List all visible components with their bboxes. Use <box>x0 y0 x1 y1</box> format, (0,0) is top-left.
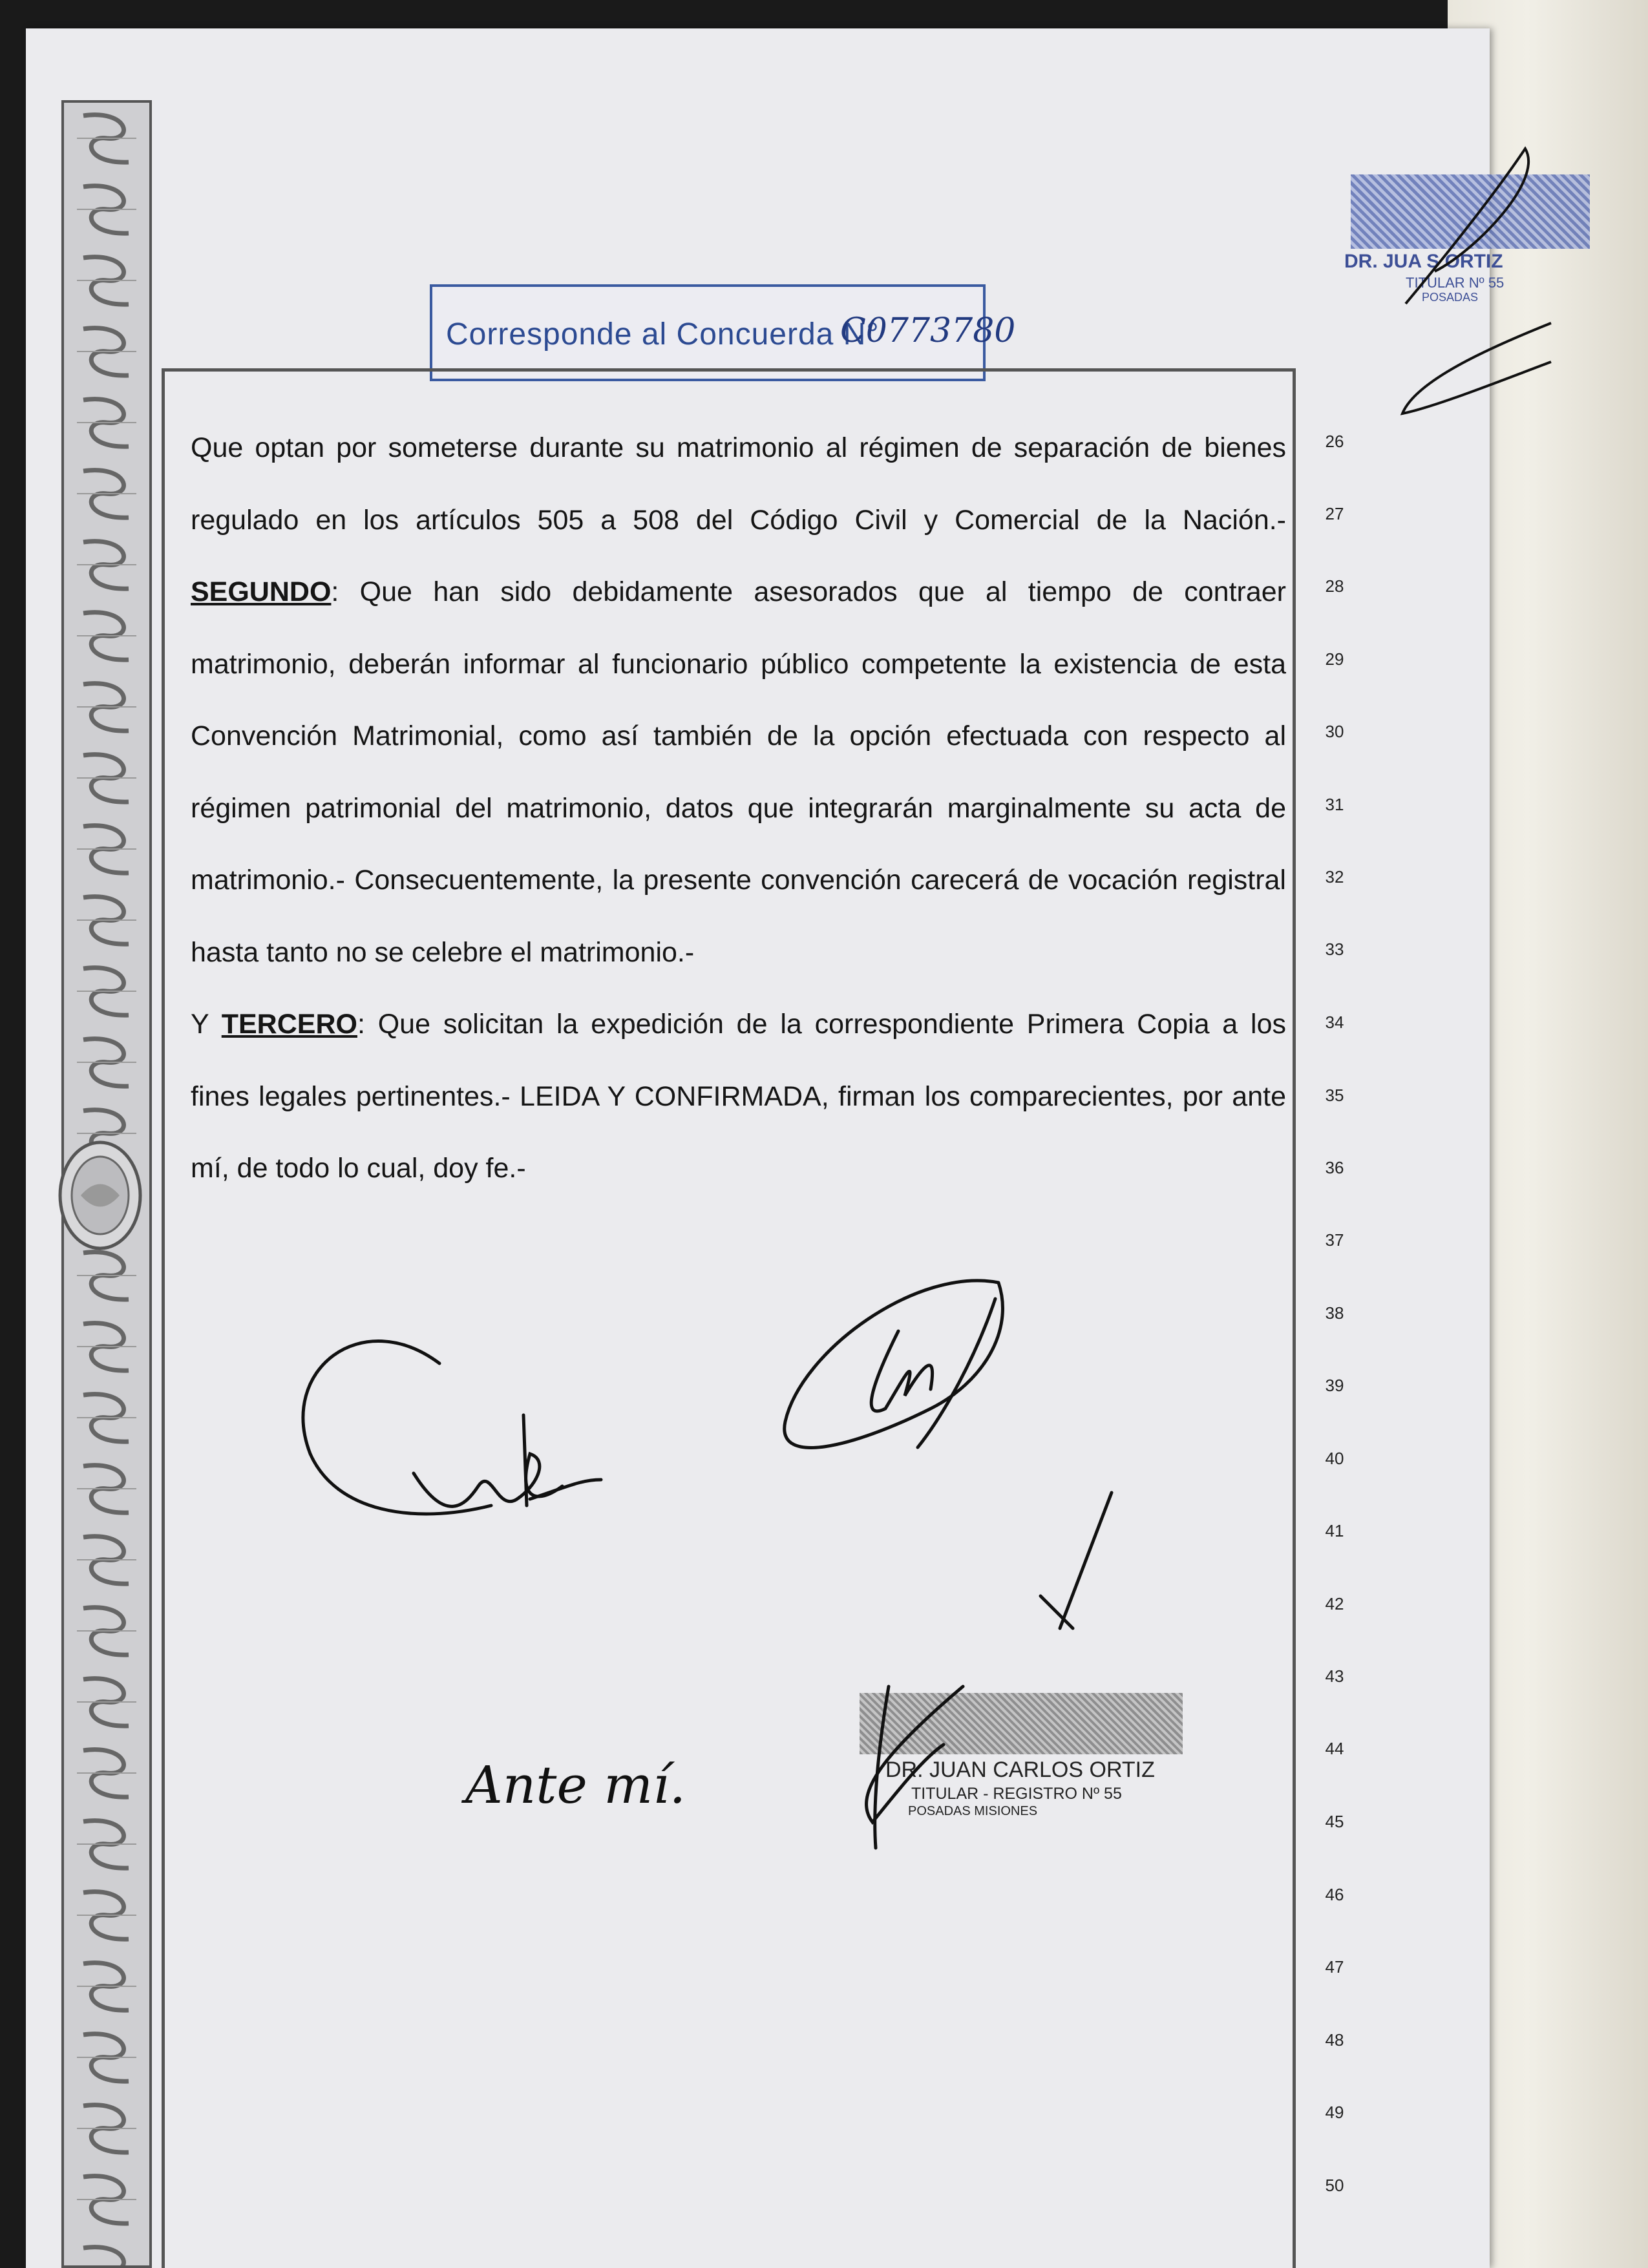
line-number: 38 <box>1325 1303 1344 1323</box>
line-number: 33 <box>1325 940 1344 959</box>
top-signature-tail <box>1402 323 1551 414</box>
line-number: 36 <box>1325 1158 1344 1177</box>
line-number: 29 <box>1325 649 1344 669</box>
notary-name: DR. JUAN CARLOS ORTIZ <box>885 1758 1155 1782</box>
stamp-city: POSADAS <box>1422 291 1479 304</box>
line-number: 30 <box>1325 722 1344 741</box>
line-number: 40 <box>1325 1449 1344 1468</box>
line-number: 26 <box>1325 432 1344 451</box>
text-part: : Que solicitan la expedición de la correspondiente Primera Copia a los fines legales pertinentes.- LEIDA Y CONFIRMADA, firman los comparecientes, por ante mí, de todo lo cual, doy fe.- <box>191 1009 1287 1184</box>
line-number: 49 <box>1325 2103 1344 2122</box>
line-number: 46 <box>1325 1885 1344 1904</box>
stamp-title: TITULAR Nº 55 <box>1406 275 1505 291</box>
notary-title: TITULAR - REGISTRO Nº 55 <box>911 1785 1122 1803</box>
text-part: : Que han sido debidamente asesorados que al tiempo de contraer matrimonio, deberán informar al funcionario público competente la existencia de esta Convención Matrimonial, como así también de la opción efectuada con respecto al régimen patrimonial del matrimonio, datos que integrarán marginalmente su acta de matrimonio.- Consecuentemente, la presente convención carecerá de vocación registral hasta tanto no se celebre el matrimonio.- <box>191 576 1286 968</box>
line-number: 43 <box>1325 1666 1344 1686</box>
line-number: 34 <box>1325 1013 1344 1032</box>
segundo-heading: SEGUNDO <box>191 576 332 607</box>
line-number: 31 <box>1325 795 1344 814</box>
signature-3 <box>867 1686 963 1848</box>
signature-1 <box>303 1341 601 1514</box>
line-number: 41 <box>1325 1521 1344 1540</box>
text-part: Que optan por someterse durante su matrimonio al régimen de separación de bienes regulado en los artículos 505 a 508 del Código Civil y Comercial de la Nación.- <box>191 432 1286 536</box>
signature-2 <box>785 1281 1112 1628</box>
line-number: 35 <box>1325 1086 1344 1105</box>
top-signature <box>1406 149 1528 304</box>
line-number: 27 <box>1325 504 1344 523</box>
line-number: 44 <box>1325 1739 1344 1758</box>
line-number: 39 <box>1325 1376 1344 1395</box>
line-number: 50 <box>1325 2176 1344 2195</box>
ante-mi-handwriting: Ante mí. <box>465 1755 686 1815</box>
line-number: 42 <box>1325 1594 1344 1613</box>
line-number: 37 <box>1325 1230 1344 1250</box>
notary-city: POSADAS MISIONES <box>908 1804 1038 1818</box>
line-number: 47 <box>1325 1957 1344 1977</box>
tercero-heading: TERCERO <box>221 1009 357 1040</box>
text-part: Y <box>191 1009 222 1040</box>
line-number: 45 <box>1325 1812 1344 1831</box>
stamp-name: DR. JUA S ORTIZ <box>1344 251 1503 272</box>
line-number: 48 <box>1325 2030 1344 2050</box>
concuerda-label: Corresponde al Concuerda N° <box>446 317 880 352</box>
line-number: 28 <box>1325 576 1344 596</box>
concuerda-number: C0773780 <box>840 311 1016 350</box>
line-number: 32 <box>1325 867 1344 887</box>
